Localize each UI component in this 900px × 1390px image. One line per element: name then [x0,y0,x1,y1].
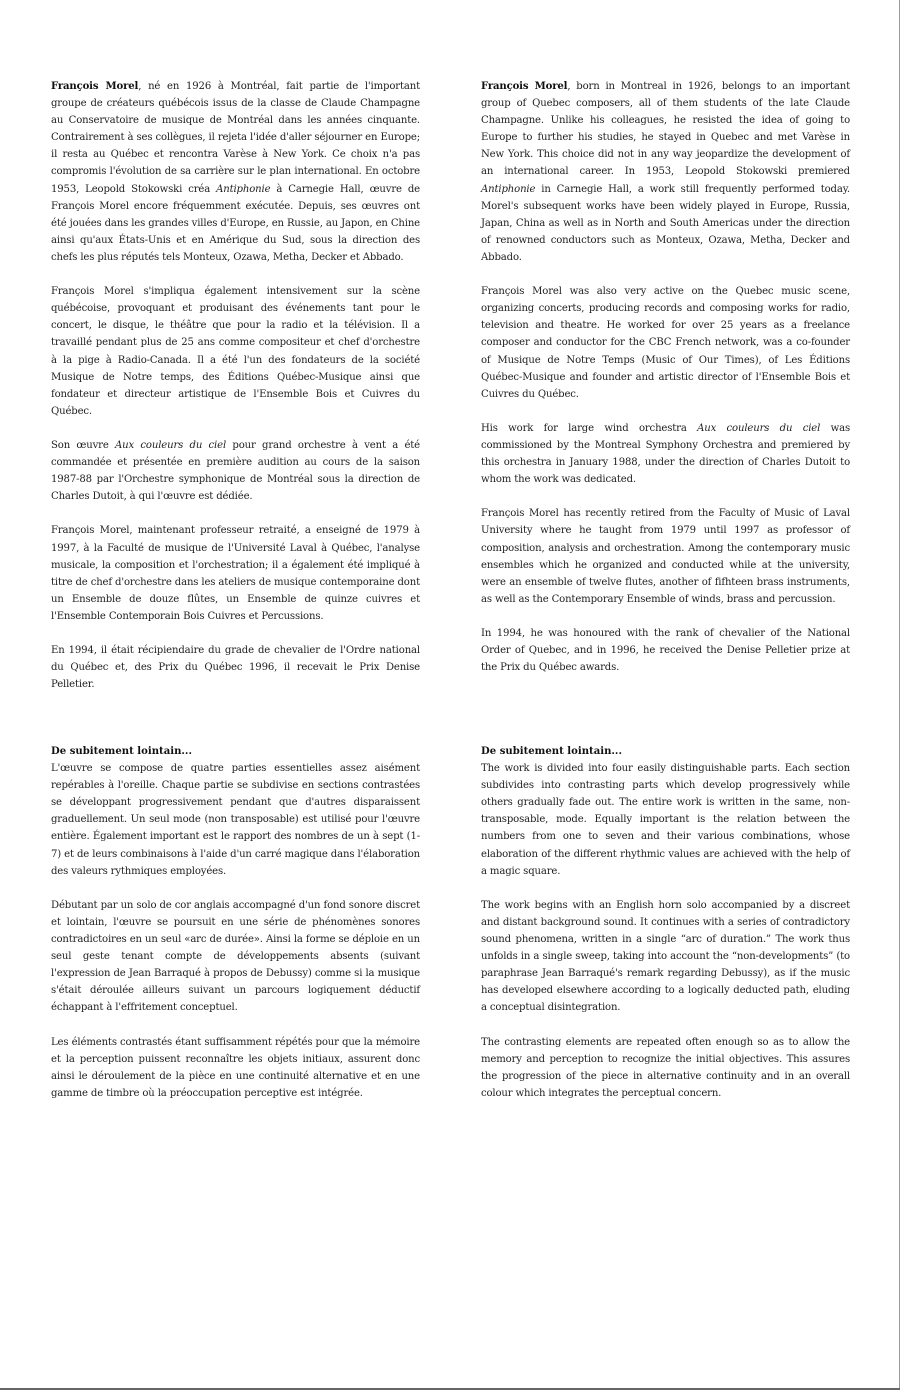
bio-fr-paragraph-3: Son œuvre Aux couleurs du ciel pour grand orchestre à vent a été commandée et présentée en première audition au cours de la saison 1987-88 par l'Orchestre symphonique de Montréal sous la direction de Charles Dutoit, à qui l'œuvre est dédiée. [51,439,420,503]
bio-en-paragraph-2: François Morel was also very active on the Quebec music scene, organizing concerts, producing records and composing works for radio, television and theatre. He worked for over 25 years as a freelance composer and conductor for the CBC French network, was a co-founder of Musique de Notre Temps (Music of Our Times), of Les Éditions Québec-Musique and founder and artistic director of l'Ensemble Bois et Cuivres du Québec. [481,286,850,400]
bio-en-paragraph-3: His work for large wind orchestra Aux couleurs du ciel was commissioned by the Montreal Symphony Orchestra and premiered by this orchestra in January 1988, under the direction of Charles Dutoit to whom the work was dedicated. [481,422,850,486]
work-notes-english [481,743,850,1119]
bio-fr-paragraph-5: En 1994, il était récipiendaire du grade de chevalier de l'Ordre national du Québec et, des Prix du Québec 1996, il recevait le Prix Denise Pelletier. [51,645,420,691]
work-title: Aux couleurs du ciel [115,439,227,451]
work-heading-en: De subitement lointain... [481,746,622,757]
bio-fr-paragraph-2: François Morel s'impliqua également intensivement sur la scène québécoise, provoquant et produisant des événements tant pour le concert, le disque, le théâtre que pour la radio et la télévision. Il a travaillé pendant plus de 25 ans comme compositeur et chef d'orchestre à la pige à Radio-Canada. Il a été l'un des fondateurs de la société Musique de Notre temps, des Éditions Québec-Musique ainsi que fondateur et directeur artistique de l'Ensemble Bois et Cuivres du Québec. [51,286,420,417]
bio-french-column [51,78,420,693]
bio-en-paragraph-4: François Morel has recently retired from the Faculty of Music of Laval University where he taught from 1979 until 1997 as professor of composition, analysis and orchestration. Among the contemporary music ensembles which he organized and conducted while at the university, were an ensemble of twelve flutes, another of fifhteen brass instruments, as well as the Contemporary Ensemble of winds, brass and percussion. [481,508,850,605]
work-fr-paragraph-1: L'œuvre se compose de quatre parties essentielles assez aisément repérables à l'oreille. Chaque partie se subdivise en sections contrastées se développant progressivement pendant que d'autres disparaissent graduellement. Un seul mode (non transposable) est utilisé pour l'œuvre entière. Également important est le rapport des nombres de un à sept (1-7) et de leurs combinaisons à l'aide d'un carré magique dans l'élaboration des valeurs rythmiques employées. [51,763,420,877]
bio-en-paragraph-1: François Morel, born in Montreal in 1926, belongs to an important group of Quebec composers, all of them students of the late Claude Champagne. Unlike his colleagues, he resisted the idea of going to Europe to further his studies, he stayed in Quebec and met Varèse in New York. This choice did not in any way jeopardize the development of an international career. In 1953, Leopold Stokowski premiered Antiphonie in Carnegie Hall, a work still frequently performed today. Morel's subsequent works have been widely played in Europe, Russia, Japan, China as well as in North and South Americas under the direction of renowned conductors such as Monteux, Ozawa, Metha, Decker and Abbado. [481,81,850,263]
bio-english-column [481,78,850,676]
work-en-paragraph-3: The contrasting elements are repeated often enough so as to allow the memory and perception to recognize the initial objectives. This assures the progression of the piece in alternative continuity and in an overall colour which integrates the perceptual concern. [481,1036,850,1099]
work-heading-fr: De subitement lointain... [51,746,192,757]
work-fr-paragraph-2: Débutant par un solo de cor anglais accompagné d'un fond sonore discret et lointain, l'œuvre se poursuit en une série de phénomènes sonores contradictoires en un seul «arc de durée». Ainsi la forme se déploie en un seul geste tenant compte de développements absents (suivant l'expression de Jean Barraqué à propos de Debussy) comme si la musique s'était déroulée ailleurs suivant un parcours logiquement déductif échappant à l'effritement conceptuel. [51,899,420,1014]
composer-name: François Morel [481,81,568,92]
work-fr-paragraph-3: Les éléments contrastés étant suffisamment répétés pour que la mémoire et la perception puissent reconnaître les objets initiaux, assurent donc ainsi le déroulement de la pièce en une continuité alternative et en une gamme de timbre où la préoccupation perceptive est intégrée. [51,1036,420,1099]
work-title: Antiphonie [216,183,271,195]
work-en-paragraph-2: The work begins with an English horn solo accompanied by a discreet and distant background sound. It continues with a series of contradictory sound phenomena, written in a single “arc of duration.” The work thus unfolds in a single sweep, taking into account the “non-developments” (to paraphrase Jean Barraqué's remark regarding Debussy), as if the music has developed elsewhere according to a logically deducted path, eluding a conceptual disintegration. [481,899,850,1014]
bio-fr-paragraph-1: François Morel, né en 1926 à Montréal, fait partie de l'important groupe de créateurs québécois issus de la classe de Claude Champagne au Conservatoire de musique de Montréal dans les années cinquante. Contrairement à ses collègues, il rejeta l'idée d'aller séjourner en Europe; il resta au Québec et rencontra Varèse à New York. Ce choix n'a pas compromis l'évolution de sa carrière sur le plan international. En octobre 1953, Leopold Stokowski créa Antiphonie à Carnegie Hall, œuvre de François Morel encore fréquemment exécutée. Depuis, ses œuvres ont été jouées dans les grandes villes d'Europe, en Russie, au Japon, en Chine ainsi qu'aux États-Unis et en Amérique du Sud, sous la direction des chefs les plus réputés tels Monteux, Ozawa, Metha, Decker et Abbado. [51,81,420,263]
work-title: Aux couleurs du ciel [697,422,821,434]
work-title: Antiphonie [481,183,536,195]
composer-name: François Morel [51,81,139,92]
work-en-paragraph-1: The work is divided into four easily distinguishable parts. Each section subdivides into contrasting parts which develop progressively while others gradually fade out. The entire work is written in the same, non-transposable, mode. Equally important is the relation between the numbers from one to seven and their various combinations, whose elaboration of the different rhythmic values are achieved with the help of a magic square. [481,763,850,877]
bio-fr-paragraph-4: François Morel, maintenant professeur retraité, a enseigné de 1979 à 1997, à la Faculté de musique de l'Université Laval à Québec, l'analyse musicale, la composition et l'orchestration; il a également été impliqué à titre de chef d'orchestre dans les ateliers de musique contemporaine dont un Ensemble de douze flûtes, un Ensemble de quinze cuivres et l'Ensemble Contemporain Bois Cuivres et Percussions. [51,525,420,622]
work-notes-french [51,743,420,1119]
bio-en-paragraph-5: In 1994, he was honoured with the rank of chevalier of the National Order of Quebec, and in 1996, he received the Denise Pelletier prize at the Prix du Québec awards. [481,628,850,674]
